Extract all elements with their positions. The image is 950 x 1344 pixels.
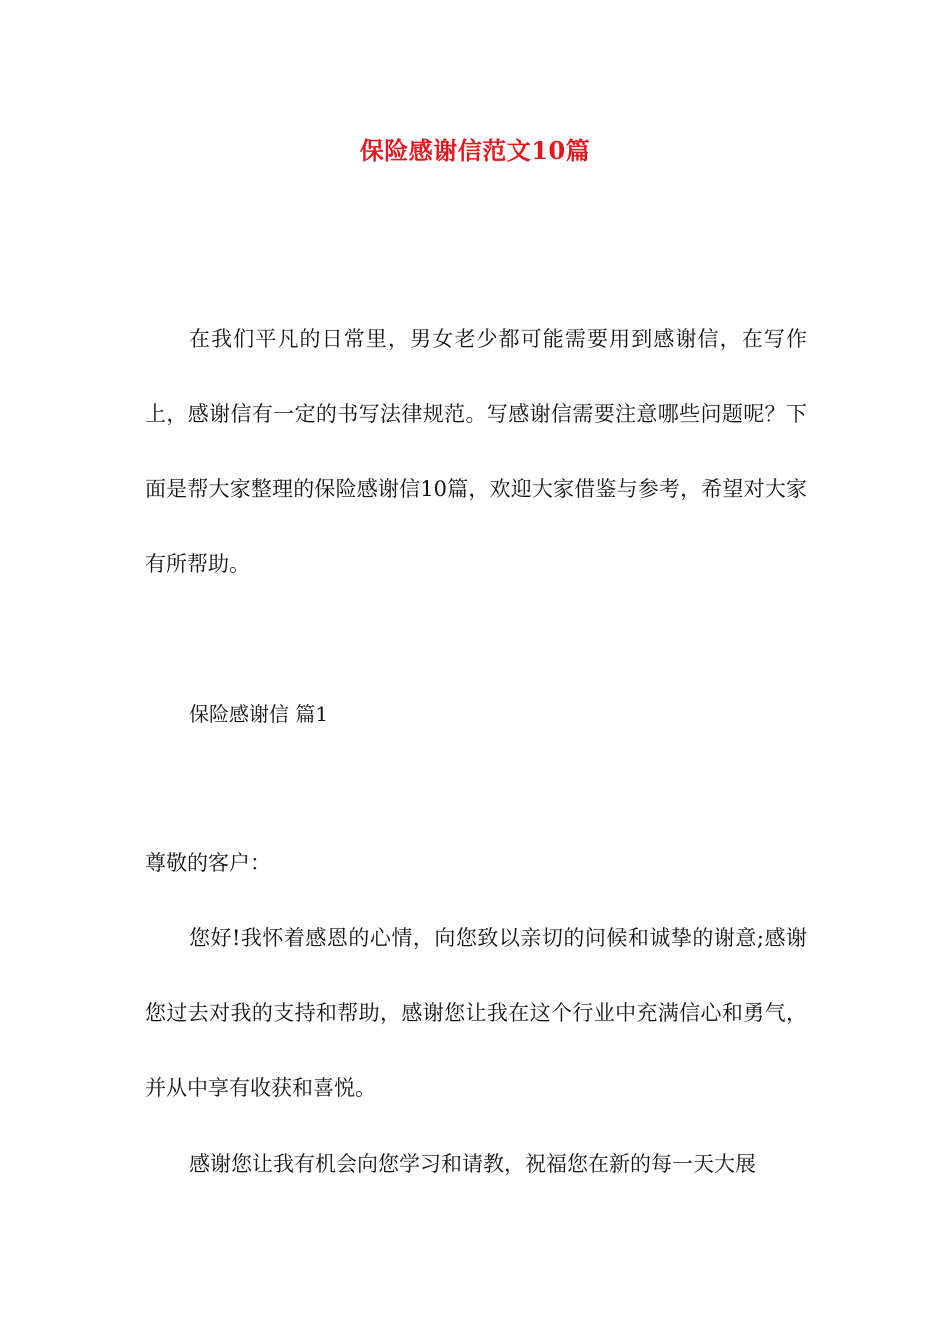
document-title: 保险感谢信范文10篇	[359, 136, 591, 165]
intro-paragraph: 在我们平凡的日常里，男女老少都可能需要用到感谢信，在写作上，感谢信有一定的书写法律规范。写感谢信需要注意哪些问题呢？下面是帮大家整理的保险感谢信10篇，欢迎大家借鉴与参考，希望对大家有所帮助。	[145, 327, 807, 576]
section-heading: 保险感谢信 篇1	[189, 702, 329, 726]
body-paragraph: 您好!我怀着感恩的心情，向您致以亲切的问候和诚挚的谢意;感谢您过去对我的支持和帮助，感谢您让我在这个行业中充满信心和勇气，并从中享有收获和喜悦。	[145, 926, 807, 1100]
salutation: 尊敬的客户：	[145, 851, 271, 875]
body-paragraph: 感谢您让我有机会向您学习和请教，祝福您在新的每一天大展	[189, 1152, 756, 1176]
